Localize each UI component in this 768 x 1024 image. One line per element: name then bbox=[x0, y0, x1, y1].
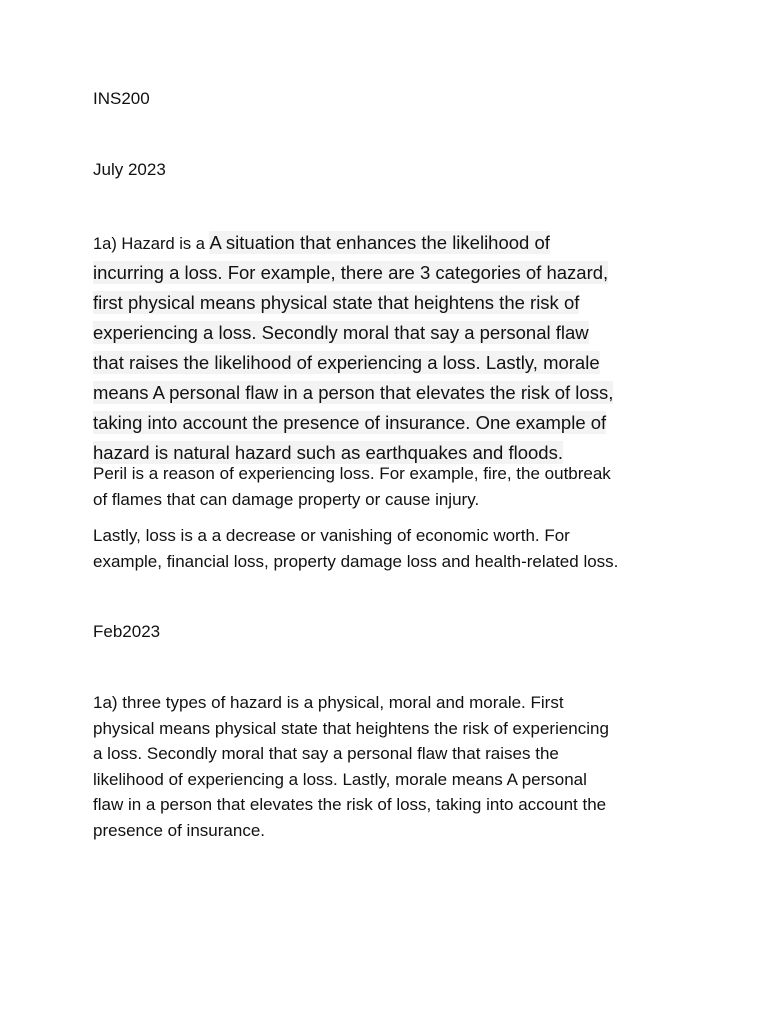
highlighted-line: first physical means physical state that heightens the risk of bbox=[93, 292, 580, 313]
july-peril-paragraph bbox=[93, 461, 683, 512]
section-heading-feb-2023: Feb2023 bbox=[93, 622, 161, 641]
q1a-prefix: 1a) Hazard is a bbox=[93, 235, 210, 253]
july-loss-paragraph bbox=[93, 523, 683, 574]
course-code: INS200 bbox=[93, 89, 150, 108]
paragraph-line: likelihood of experiencing a loss. Lastly, morale means A personal bbox=[93, 769, 587, 789]
highlighted-line: that raises the likelihood of experiencing a loss. Lastly, morale bbox=[93, 352, 600, 373]
highlighted-line: taking into account the presence of insurance. One example of bbox=[93, 412, 607, 433]
highlighted-line: A situation that enhances the likelihood of bbox=[209, 232, 550, 253]
paragraph-line: Peril is a reason of experiencing loss. For example, fire, the outbreak bbox=[93, 464, 611, 483]
highlighted-line: incurring a loss. For example, there are 3 categories of hazard, bbox=[93, 262, 609, 283]
highlighted-line: experiencing a loss. Secondly moral that say a personal flaw bbox=[93, 322, 589, 343]
july-q1a-hazard-paragraph bbox=[93, 229, 683, 469]
paragraph-line: 1a) three types of hazard is a physical, moral and morale. First bbox=[93, 693, 564, 712]
paragraph-line: example, financial loss, property damage loss and health-related loss. bbox=[93, 551, 619, 571]
highlighted-line: means A personal flaw in a person that elevates the risk of loss, bbox=[93, 382, 614, 403]
feb-q1a-paragraph bbox=[93, 690, 683, 843]
section-heading-july-2023: July 2023 bbox=[93, 160, 166, 179]
paragraph-line: Lastly, loss is a a decrease or vanishing of economic worth. For bbox=[93, 526, 570, 545]
paragraph-line: flaw in a person that elevates the risk of loss, taking into account the bbox=[93, 795, 607, 814]
paragraph-line: of flames that can damage property or cause injury. bbox=[93, 489, 480, 509]
paragraph-line: physical means physical state that heightens the risk of experiencing bbox=[93, 718, 609, 738]
paragraph-line: presence of insurance. bbox=[93, 820, 265, 840]
paragraph-line: a loss. Secondly moral that say a personal flaw that raises the bbox=[93, 744, 559, 763]
highlighted-line: hazard is natural hazard such as earthquakes and floods. bbox=[93, 442, 563, 463]
